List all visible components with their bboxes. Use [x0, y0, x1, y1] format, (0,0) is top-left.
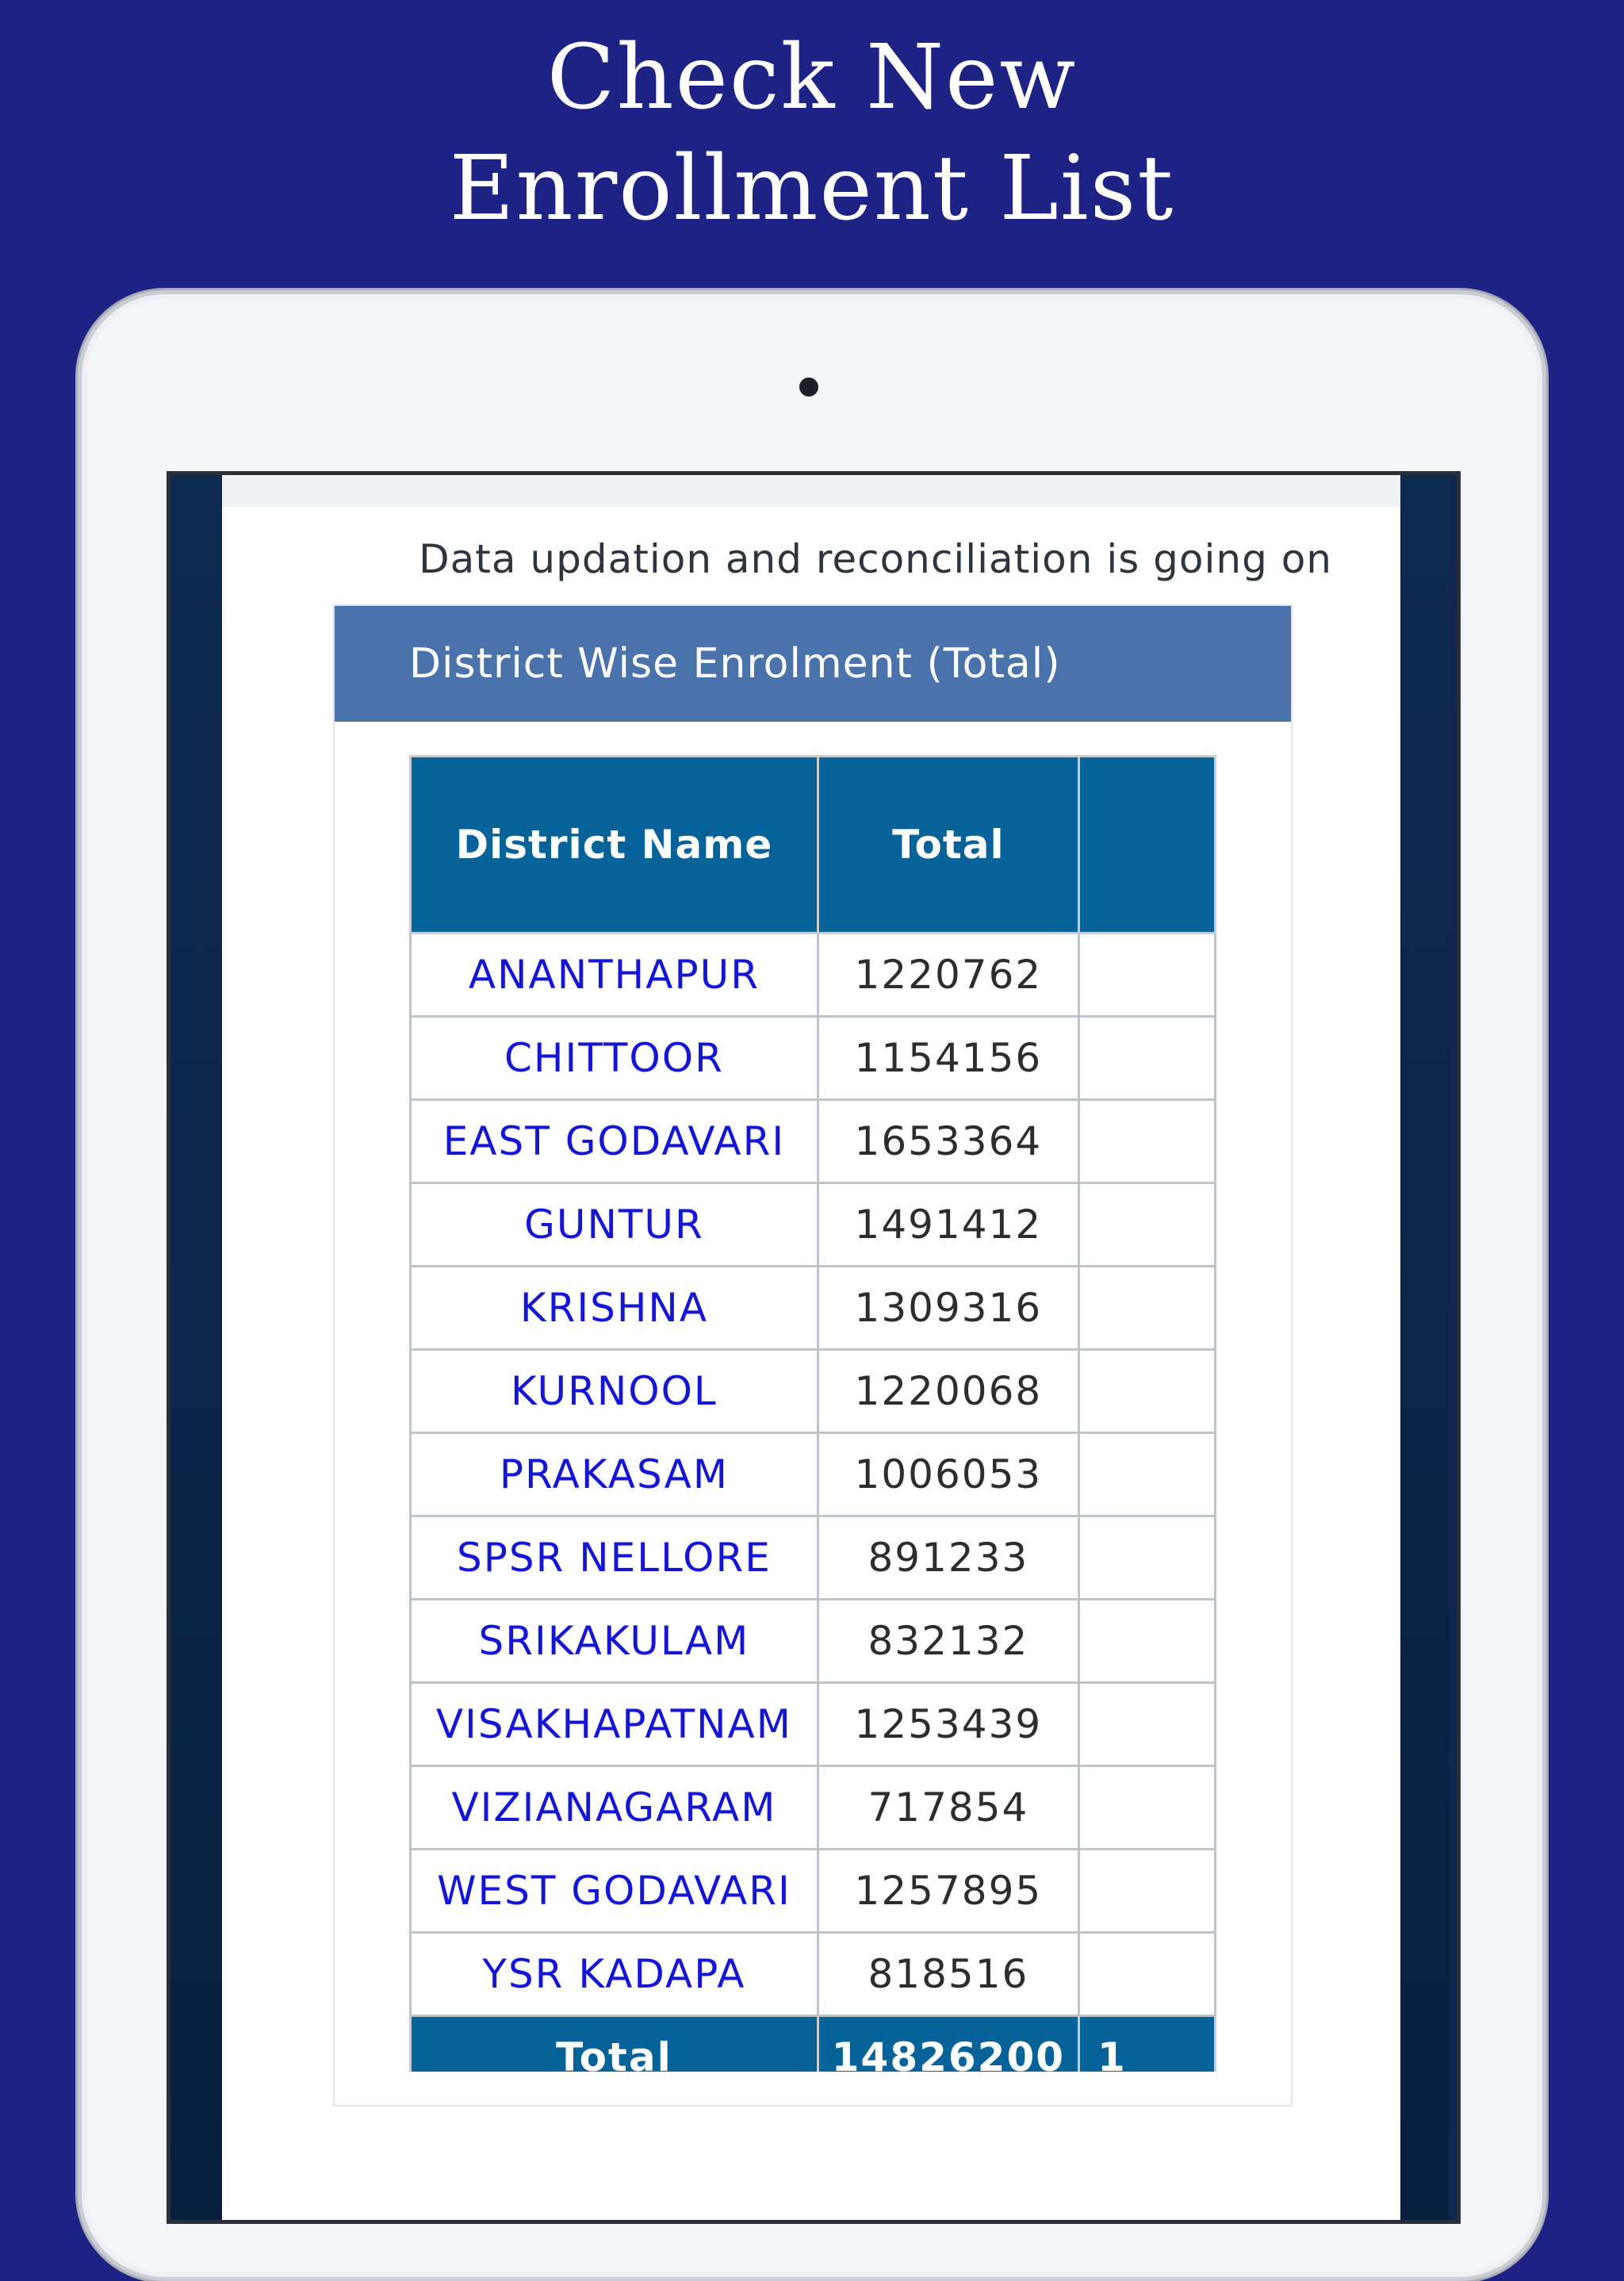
district-total: 717854 — [818, 1766, 1078, 1850]
district-link[interactable]: EAST GODAVARI — [411, 1100, 818, 1183]
table-row — [411, 1100, 1216, 1183]
promo-headline — [0, 22, 1624, 244]
hidden-cell — [1078, 1100, 1215, 1183]
total-label: Total — [411, 2016, 818, 2072]
panel-title: District Wise Enrolment (Total) — [335, 606, 1291, 722]
hidden-cell — [1078, 1516, 1215, 1600]
district-total: 1491412 — [818, 1183, 1078, 1267]
enrolment-panel — [333, 604, 1293, 2107]
hidden-cell — [1078, 1683, 1215, 1766]
table-total-row — [411, 2016, 1216, 2072]
hidden-cell — [1078, 1850, 1215, 1933]
district-link[interactable]: VIZIANAGARAM — [411, 1766, 818, 1850]
table-row — [411, 1183, 1216, 1267]
district-link[interactable]: PRAKASAM — [411, 1433, 818, 1516]
grand-total: 14826200 — [818, 2016, 1078, 2072]
table-row — [411, 1350, 1216, 1433]
hidden-cell — [1078, 1600, 1215, 1683]
table-row — [411, 1850, 1216, 1933]
hidden-cell — [1078, 1017, 1215, 1100]
district-link[interactable]: YSR KADAPA — [411, 1933, 818, 2016]
district-link[interactable]: VISAKHAPATNAM — [411, 1683, 818, 1766]
hidden-total-cell: 1 — [1078, 2016, 1215, 2072]
hidden-cell — [1078, 1933, 1215, 2016]
district-total: 1220068 — [818, 1350, 1078, 1433]
hidden-cell — [1078, 1433, 1215, 1516]
district-total: 1309316 — [818, 1267, 1078, 1350]
district-total: 1253439 — [818, 1683, 1078, 1766]
notice-marquee — [278, 531, 1332, 595]
table-header-row — [411, 757, 1216, 933]
hidden-cell — [1078, 1267, 1215, 1350]
hidden-cell — [1078, 1766, 1215, 1850]
column-header-district[interactable]: District Name — [411, 757, 818, 933]
district-table — [409, 755, 1216, 2072]
screen-background-left — [170, 475, 222, 2220]
headline-line-1: Check New — [546, 26, 1078, 129]
district-total: 1257895 — [818, 1850, 1078, 1933]
district-link[interactable]: ANANTHAPUR — [411, 933, 818, 1017]
table-row — [411, 1017, 1216, 1100]
district-total: 1653364 — [818, 1100, 1078, 1183]
table-row — [411, 1600, 1216, 1683]
page-top-strip — [222, 475, 1400, 507]
table-row — [411, 1683, 1216, 1766]
district-total: 818516 — [818, 1933, 1078, 2016]
notice-text: Data updation and reconciliation is going on — [419, 536, 1332, 582]
hidden-cell — [1078, 1183, 1215, 1267]
district-link[interactable]: SPSR NELLORE — [411, 1516, 818, 1600]
column-header-hidden — [1078, 757, 1215, 933]
district-link[interactable]: CHITTOOR — [411, 1017, 818, 1100]
hidden-cell — [1078, 1350, 1215, 1433]
district-link[interactable]: KRISHNA — [411, 1267, 818, 1350]
district-total: 1006053 — [818, 1433, 1078, 1516]
headline-line-2: Enrollment List — [449, 137, 1175, 240]
table-row — [411, 1267, 1216, 1350]
table-row — [411, 1766, 1216, 1850]
district-link[interactable]: WEST GODAVARI — [411, 1850, 818, 1933]
district-total: 1154156 — [818, 1017, 1078, 1100]
front-camera-icon — [799, 378, 818, 397]
table-row — [411, 933, 1216, 1017]
column-header-total[interactable]: Total — [818, 757, 1078, 933]
district-total: 891233 — [818, 1516, 1078, 1600]
district-link[interactable]: SRIKAKULAM — [411, 1600, 818, 1683]
table-row — [411, 1433, 1216, 1516]
district-link[interactable]: KURNOOL — [411, 1350, 818, 1433]
district-total: 1220762 — [818, 933, 1078, 1017]
table-scroll-area[interactable] — [409, 755, 1216, 2072]
hidden-cell — [1078, 933, 1215, 1017]
screen-background-right — [1400, 475, 1449, 2220]
table-row — [411, 1516, 1216, 1600]
district-total: 832132 — [818, 1600, 1078, 1683]
district-link[interactable]: GUNTUR — [411, 1183, 818, 1267]
table-row — [411, 1933, 1216, 2016]
